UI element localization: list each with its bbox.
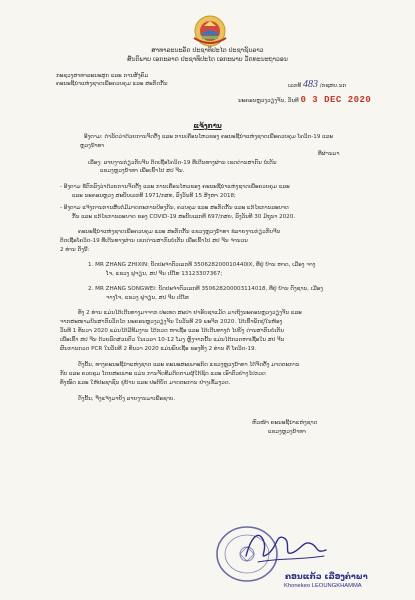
signer-name-english: Khonekeo LEOUNGKHAMMA: [284, 583, 362, 589]
person-line: 1. MR ZHANG ZHIXIN: ບັດປະຈຳຕົວເລກທີ 350628200010440IX, ທີ່ຢູ່ ບ້ານ ຫາດ, ເມືອງ ຈາງ: [88, 262, 316, 268]
date-stamp: 0 3 DEC 2020: [300, 95, 372, 105]
basis-line: - ອີງຕາມ ຂໍ້ຕົກລົງວ່າດ້ວຍການຈັດຕັ້ງ ແລະ ການເຄື່ອນໄຫວຂອງ ຄະນະຊີ້ນຳແຫ່ງຊາດເພື່ອຄວບຄຸມ ແລະ: [60, 184, 290, 190]
signer-role: ແຂວງຫຼວງນ້ຳທາ: [268, 429, 306, 435]
closing-line: ດັ່ງນັ້ນ, ທາງຄະນະຊີ້ນຳແຫ່ງຊາດ ແລະ ຄະນະສະເພາະກິດ ແຂວງຫຼວງນ້ຳທາ ໄດ້ຈັດຕັ້ງ ມາດຕະການ: [78, 362, 300, 368]
ref-number: 483: [302, 79, 318, 90]
basis-line: ແລະ ນະຄອນຫຼວງ ສະບັບເລກທີ 1971/ກສທ, ລົງວັນທີ 15 ສິງຫາ 2018;: [72, 193, 236, 199]
place-label: ນະຄອນຫຼວງວຽງຈັນ, ວັນທີ: [238, 98, 299, 104]
basis-line: - ອີງຕາມ ແຈ້ງການການສືບຕໍ່ມີມາດຕະການປ້ອງກັນ, ຄວບຄຸມ ແລະ ສະກັດກັ້ນ ແລະ ແກ້ໄຂການລະບາດ: [60, 205, 289, 211]
subject-line: ອີງຕາມ: ດຳລັດວ່າດ້ວຍການຈັດຕັ້ງ ແລະ ການເຄື່ອນໄຫວຂອງ ຄະນະຊີ້ນຳແຫ່ງຊາດເພື່ອຄວບຄຸມ ໂຄວິດ-19 ແລະ: [84, 134, 334, 140]
subject-line: ຫຼວງນ້ຳທາ: [80, 143, 105, 149]
basis-line: ກັ້ນ ແລະ ແກ້ໄຂການລະບາດ ຂອງ COVID-19 ສະບັບເລກທີ 697/ກສຍ, ລົງວັນທີ 30 ມິຖຸນາ 2020.: [72, 214, 296, 220]
signer-name-lao: ຄອນແກ້ວ ເລື່ອງຄຳພາ: [285, 572, 368, 581]
national-motto: ສັນຕິພາບ ເອກະລາດ ປະຊາທິປະໄຕ ເອກະພາບ ວັດທະນະຖາວອນ: [127, 56, 288, 63]
intro-line: ຕິດເຊື້ອໂຄວິດ-19 ທີ່ເດີນທາງຜ່ານ ເຂດດ່ານສາກົນບໍ່ເຕັນ ເພື່ອເຂົ້າໄປ ສປ ຈີນ ຈຳນວນ: [60, 238, 248, 244]
person-line: ໂຈ, ແຂວງ ຟູຈຽນ, ສປ ຈີນ ເບີໂທ 13123307367;: [106, 271, 223, 277]
document-title-text: ແຈ້ງການ: [193, 122, 222, 130]
document-title: [0, 122, 415, 130]
person-line: 2. MR ZHANG SONGWEI: ບັດປະຈຳຕົວເລກທີ 350628200003114018, ທີ່ຢູ່ ບ້ານ ຕົງຊານ, ເມືອງ: [88, 286, 323, 292]
signer-role: ຫົວໜ້າ ຄະນະຊີ້ນຳແຫ່ງຊາດ: [252, 420, 318, 426]
intro-line: ຄະນະຊີ້ນຳແຫ່ງຊາດເພື່ອຄວບຄຸມ ແລະ ສະກັດກັ້ນ ແຂວງຫຼວງນ້ຳທາ ຂໍລາຍງານກ່ຽວກັບຈີນ: [78, 229, 281, 235]
closing-line: ທັງໝົດ ແລະ ໃຫ້ປະຊາຊົນ ຢູ່ບ້ານ ແລະ ປະຕິບັດ ມາດຕະການ ຢ່າງເຂັ້ມງວດ.: [60, 380, 231, 386]
person-line: ຈາງໂຈ, ແຂວງ ຟູຈຽນ, ສປ ຈີນ ເບີໂທ: [106, 295, 189, 301]
subject-line: ເລື່ອງ: ລາຍງານກ່ຽວກັບຈີນ ຕິດເຊື້ອໂຄວິດ-19 ທີ່ເດີນທາງຜ່ານ ເຂດດ່ານສາກົນ ບໍ່ເຕັນ: [88, 160, 277, 166]
subject-line: ທີ່ຜ່ານມາ: [318, 151, 340, 157]
body-line: ຈາກສະໜາມບິນສາກົນວັດໄຕ ນະຄອນຫຼວງວຽງຈັນ ໃນວັນທີ 29 ພະຈິກ 2020. ໄດ້ເຂົ້າພັກຢູ່ໃນຫ້ອງ: [60, 319, 283, 325]
committee-name: ຄະນະຊີ້ນຳແຫ່ງຊາດເພື່ອຄວບຄຸມ ແລະ ສະກັດກັ້ນ: [56, 81, 168, 87]
body-line: ຜົນການກວດ PCR ໃນວັນທີ 2 ທັນວາ 2020 ແມ່ນພົບເຊື້ອ ຂອງທັງ 2 ທ່ານ ຄື ໂຄວິດ-19.: [60, 346, 257, 352]
subject-line: ແຂວງຫຼວງນ້ຳທາ ເພື່ອເຂົ້າໄປ ສປ ຈີນ.: [100, 168, 185, 174]
body-line: ວັນທີ 1 ທັນວາ 2020 ແມ່ນໄດ້ມີທີມງານ ໄດ້ກວດ ຫາເຊື້ອ ແລະ ໄດ້ເດີນທາງຕໍ່ ໄປຍັງ ດ່ານສາກົນບໍ່ເຕັນ: [60, 328, 284, 334]
closing-line: ກັບ ແລະ ຄວບຄຸມ ໂດຍສະເພາະ ແມ່ນ ການຈັດທີມຕິດຕາມຜູ້ໃກ້ຊິດ ແລະ ເອົາຕົວຢ່າງໄປກວດ: [60, 371, 266, 377]
body-line: ທັງ 2 ທ່ານ ແມ່ນໄດ້ເດີນທາງມາຈາກ ປະເທດ ສະປາ ຢາຣັບຊາແມັດ ມາເຖິງນະຄອນຫຼວງວຽງຈັນ ແລະ: [78, 310, 302, 316]
ministry-name: ກະຊວງສາທາລະນະສຸກ ແລະ ການສັງຄົມ: [56, 73, 149, 79]
date-line: [238, 97, 371, 105]
intro-line: 2 ທ່ານ ດັ່ງນີ້:: [60, 247, 90, 253]
handwritten-signature-icon: [238, 524, 333, 569]
country-name: ສາທາລະນະລັດ ປະຊາທິປະໄຕ ປະຊາຊົນລາວ: [151, 47, 264, 54]
ending-line: ດັ່ງນັ້ນ, ຈຶ່ງແຈ້ງມາຍັງ ລາຍງານມາເພື່ອຊາບ.: [78, 396, 176, 402]
body-line: ເພື່ອເຂົ້າ ສປ ຈີນ ດ້ວຍລົດສ່ວນຕົວ ໃນເວລາ 10-12 ໂມງ ຫຼັງຈາກນັ້ນ ແມ່ນໄດ້ກວດຫາເຊື້ອໃນ ສປ ຈີນ: [60, 337, 285, 343]
lao-emblem-icon: [190, 14, 230, 48]
ref-number-line: [288, 81, 346, 90]
ref-suffix: /ກຊສຍ.ນກ: [319, 83, 347, 89]
ref-label: ເລກທີ: [288, 83, 302, 89]
